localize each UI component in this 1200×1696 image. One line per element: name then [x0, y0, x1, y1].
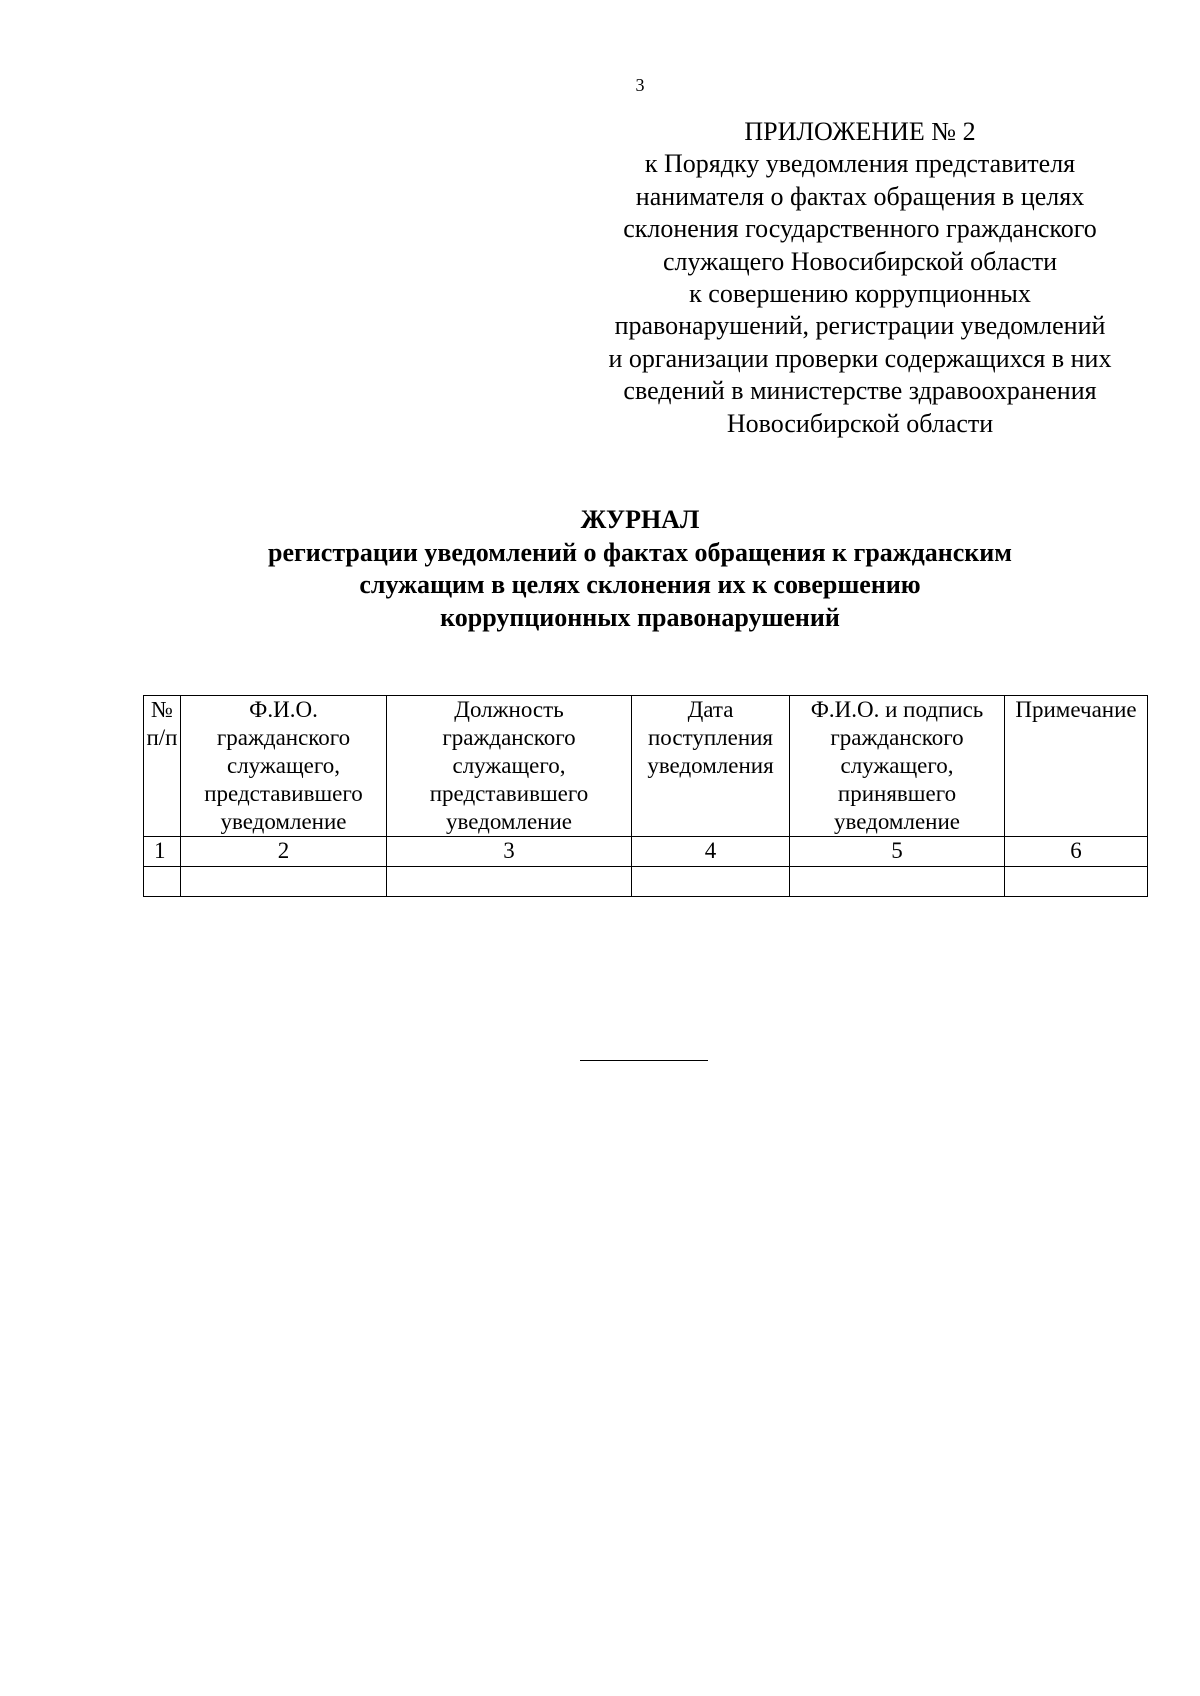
column-number-cell: 1 [144, 837, 181, 867]
appendix-line: сведений в министерстве здравоохранения [623, 376, 1097, 406]
appendix-block [560, 116, 1160, 440]
empty-cell [144, 867, 181, 897]
page-number: 3 [635, 75, 645, 95]
header-text: гражданского [442, 725, 576, 750]
appendix-line: правонарушений, регистрации уведомлений [614, 311, 1106, 341]
registration-table [143, 695, 1148, 897]
header-text: Ф.И.О. и подпись [810, 697, 984, 722]
header-text: Ф.И.О. [249, 697, 318, 722]
header-text: служащего, [226, 753, 340, 778]
empty-cell [790, 867, 1005, 897]
appendix-line: нанимателя о фактах обращения в целях [635, 181, 1085, 211]
appendix-line: служащего Новосибирской области [662, 246, 1058, 276]
header-text: принявшего [837, 781, 957, 806]
header-text: Должность [454, 697, 564, 722]
header-text: служащего, [840, 753, 954, 778]
header-text: гражданского [216, 725, 351, 750]
journal-title-line: служащим в целях склонения их к совершению [359, 570, 921, 599]
header-cell-date [632, 696, 790, 837]
journal-title-line: коррупционных правонарушений [440, 602, 840, 632]
header-text: представившего [429, 781, 589, 806]
header-text: Дата [687, 697, 734, 722]
column-number-cell: 6 [1005, 837, 1148, 867]
appendix-line: и организации проверки содержащихся в них [608, 343, 1112, 373]
column-number-cell: 4 [632, 837, 790, 867]
appendix-line: ПРИЛОЖЕНИЕ № 2 [744, 117, 976, 146]
appendix-line: к совершению коррупционных [689, 279, 1031, 309]
header-text: уведомление [220, 809, 347, 834]
header-cell-position [387, 696, 632, 837]
header-cell-number [144, 696, 181, 837]
column-number-row [144, 837, 1148, 867]
header-cell-note [1005, 696, 1148, 837]
empty-cell [632, 867, 790, 897]
empty-cell [387, 867, 632, 897]
header-text: № [151, 697, 173, 722]
closing-divider [580, 1060, 708, 1061]
appendix-line: к Порядку уведомления представителя [644, 149, 1076, 179]
header-text: служащего, [452, 753, 566, 778]
journal-title-line: регистрации уведомлений о фактах обращения к гражданским [268, 537, 1012, 567]
empty-cell [1005, 867, 1148, 897]
table-header-row [144, 696, 1148, 837]
journal-title [140, 504, 1140, 634]
table-row [144, 867, 1148, 897]
header-text: п/п [146, 725, 178, 750]
header-text: уведомления [647, 753, 774, 778]
column-number-cell: 2 [181, 837, 387, 867]
column-number-cell: 3 [387, 837, 632, 867]
header-text: Примечание [1015, 697, 1137, 722]
appendix-line: Новосибирской области [726, 408, 994, 438]
empty-cell [181, 867, 387, 897]
header-cell-receiver [790, 696, 1005, 837]
header-text: представившего [204, 781, 363, 806]
header-text: поступления [647, 725, 774, 750]
appendix-line: склонения государственного гражданского [623, 214, 1097, 244]
header-cell-name [181, 696, 387, 837]
journal-title-line: ЖУРНАЛ [580, 505, 700, 534]
header-text: уведомление [446, 809, 572, 834]
column-number-cell: 5 [790, 837, 1005, 867]
header-text: уведомление [834, 809, 960, 834]
header-text: гражданского [830, 725, 964, 750]
